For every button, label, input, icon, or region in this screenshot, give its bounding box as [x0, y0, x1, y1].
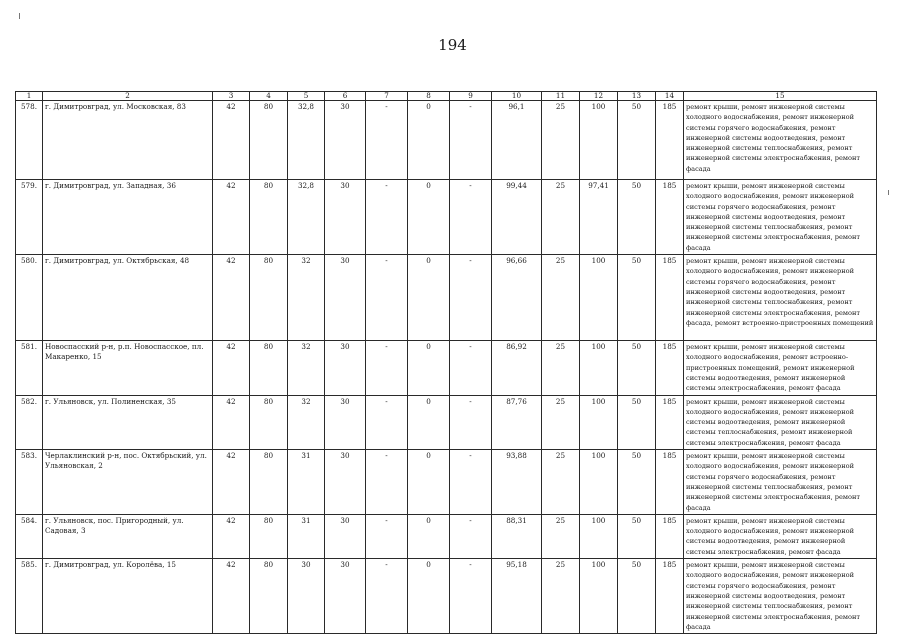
value-cell: 99,44	[492, 180, 542, 255]
value-cell: 0	[408, 450, 450, 515]
value-cell: 25	[542, 341, 580, 395]
value-cell: 0	[408, 514, 450, 558]
value-cell: 185	[656, 514, 684, 558]
value-cell: 30	[325, 341, 366, 395]
value-cell: 30	[325, 395, 366, 449]
table-row	[16, 341, 877, 395]
address-cell: г. Димитровград, ул. Западная, 36	[43, 180, 213, 255]
value-cell: 30	[325, 255, 366, 341]
repair-works-cell: ремонт крыши, ремонт инженерной системы холодного водоснабжения, ремонт инженерной системы горячего водоснабжения, ремонт инженерной системы теплоснабжения, ремонт инженерной системы электроснабжения, ремонт фасада	[684, 450, 877, 515]
row-number: 585.	[16, 559, 43, 634]
value-cell: 42	[213, 514, 250, 558]
column-number: 3	[213, 92, 250, 101]
value-cell: 42	[213, 450, 250, 515]
value-cell: 30	[325, 559, 366, 634]
repair-works-cell: ремонт крыши, ремонт инженерной системы холодного водоснабжения, ремонт инженерной системы горячего водоснабжения, ремонт инженерной системы водоотведения, ремонт инженерной системы теплоснабжения, ремонт инженерной системы электроснабжения, ремонт фасада	[684, 180, 877, 255]
value-cell: 0	[408, 180, 450, 255]
column-number: 6	[325, 92, 366, 101]
value-cell: 80	[250, 395, 288, 449]
column-number: 1	[16, 92, 43, 101]
row-number: 580.	[16, 255, 43, 341]
value-cell: 50	[618, 341, 656, 395]
table-row	[16, 559, 877, 634]
value-cell: 25	[542, 559, 580, 634]
value-cell: 185	[656, 341, 684, 395]
value-cell: 0	[408, 559, 450, 634]
value-cell: -	[450, 395, 492, 449]
value-cell: 80	[250, 559, 288, 634]
value-cell: -	[450, 559, 492, 634]
table-row	[16, 450, 877, 515]
value-cell: 185	[656, 180, 684, 255]
value-cell: 25	[542, 180, 580, 255]
value-cell: 97,41	[580, 180, 618, 255]
value-cell: 31	[288, 450, 325, 515]
value-cell: 32,8	[288, 101, 325, 180]
value-cell: -	[366, 180, 408, 255]
value-cell: 32	[288, 255, 325, 341]
value-cell: 30	[325, 450, 366, 515]
address-cell: г. Димитровград, ул. Октябрьская, 48	[43, 255, 213, 341]
value-cell: 31	[288, 514, 325, 558]
repair-works-cell: ремонт крыши, ремонт инженерной системы холодного водоснабжения, ремонт инженерной системы горячего водоснабжения, ремонт инженерной системы водоотведения, ремонт инженерной системы теплоснабжения, ремонт инженерной системы электроснабжения, ремонт фасада	[684, 559, 877, 634]
value-cell: 50	[618, 450, 656, 515]
value-cell: 25	[542, 255, 580, 341]
column-number: 7	[366, 92, 408, 101]
table-row	[16, 255, 877, 341]
column-number-row	[16, 92, 877, 101]
value-cell: 42	[213, 101, 250, 180]
value-cell: 100	[580, 341, 618, 395]
value-cell: 42	[213, 180, 250, 255]
column-number: 14	[656, 92, 684, 101]
value-cell: 50	[618, 101, 656, 180]
value-cell: 32,8	[288, 180, 325, 255]
repair-works-cell: ремонт крыши, ремонт инженерной системы холодного водоснабжения, ремонт инженерной системы водоотведения, ремонт инженерной системы электроснабжения, ремонт фасада	[684, 514, 877, 558]
value-cell: 86,92	[492, 341, 542, 395]
value-cell: -	[366, 514, 408, 558]
value-cell: -	[366, 341, 408, 395]
page-number: 194	[438, 36, 467, 54]
value-cell: 0	[408, 101, 450, 180]
value-cell: 87,76	[492, 395, 542, 449]
value-cell: 185	[656, 395, 684, 449]
row-number: 582.	[16, 395, 43, 449]
column-number: 2	[43, 92, 213, 101]
column-number: 8	[408, 92, 450, 101]
scan-mark	[888, 190, 889, 195]
value-cell: 80	[250, 514, 288, 558]
value-cell: -	[366, 255, 408, 341]
value-cell: 100	[580, 450, 618, 515]
value-cell: 185	[656, 559, 684, 634]
address-cell: Новоспасский р-н, р.п. Новоспасское, пл. Макаренко, 15	[43, 341, 213, 395]
value-cell: 32	[288, 341, 325, 395]
row-number: 583.	[16, 450, 43, 515]
value-cell: 96,1	[492, 101, 542, 180]
value-cell: -	[450, 514, 492, 558]
value-cell: 80	[250, 180, 288, 255]
value-cell: -	[366, 559, 408, 634]
address-cell: г. Димитровград, ул. Королёва, 15	[43, 559, 213, 634]
value-cell: -	[450, 180, 492, 255]
value-cell: 50	[618, 395, 656, 449]
value-cell: 80	[250, 450, 288, 515]
row-number: 578.	[16, 101, 43, 180]
address-cell: Черлаклинский р-н, пос. Октябрьский, ул. Ульяновская, 2	[43, 450, 213, 515]
value-cell: 42	[213, 341, 250, 395]
value-cell: 25	[542, 395, 580, 449]
value-cell: 30	[325, 101, 366, 180]
value-cell: 32	[288, 395, 325, 449]
column-number: 10	[492, 92, 542, 101]
column-number: 11	[542, 92, 580, 101]
value-cell: -	[366, 395, 408, 449]
repair-works-cell: ремонт крыши, ремонт инженерной системы холодного водоснабжения, ремонт инженерной системы водоотведения, ремонт инженерной системы теплоснабжения, ремонт инженерной системы электроснабжения, ремонт фасада	[684, 395, 877, 449]
table-row	[16, 101, 877, 180]
column-number: 15	[684, 92, 877, 101]
value-cell: 88,31	[492, 514, 542, 558]
value-cell: 95,18	[492, 559, 542, 634]
column-number: 12	[580, 92, 618, 101]
value-cell: 0	[408, 395, 450, 449]
repair-register-table	[15, 91, 877, 634]
value-cell: -	[450, 341, 492, 395]
value-cell: 80	[250, 341, 288, 395]
value-cell: 93,88	[492, 450, 542, 515]
table-row	[16, 395, 877, 449]
column-number: 5	[288, 92, 325, 101]
repair-works-cell: ремонт крыши, ремонт инженерной системы холодного водоснабжения, ремонт встроенно-пристроенных помещений, ремонт инженерной системы водоотведения, ремонт инженерной системы электроснабжения, ремонт фасада	[684, 341, 877, 395]
value-cell: -	[366, 450, 408, 515]
scan-mark	[19, 13, 20, 19]
value-cell: 100	[580, 514, 618, 558]
value-cell: 50	[618, 559, 656, 634]
value-cell: 50	[618, 255, 656, 341]
column-number: 9	[450, 92, 492, 101]
value-cell: 100	[580, 559, 618, 634]
value-cell: -	[366, 101, 408, 180]
repair-works-cell: ремонт крыши, ремонт инженерной системы холодного водоснабжения, ремонт инженерной системы горячего водоснабжения, ремонт инженерной системы водоотведения, ремонт инженерной системы теплоснабжения, ремонт инженерной системы электроснабжения, ремонт фасада, ремонт встроенно-пристроенных помещений	[684, 255, 877, 341]
value-cell: 30	[325, 514, 366, 558]
value-cell: 30	[288, 559, 325, 634]
value-cell: 25	[542, 450, 580, 515]
value-cell: 96,66	[492, 255, 542, 341]
row-number: 579.	[16, 180, 43, 255]
repair-works-cell: ремонт крыши, ремонт инженерной системы холодного водоснабжения, ремонт инженерной системы горячего водоснабжения, ремонт инженерной системы водоотведения, ремонт инженерной системы теплоснабжения, ремонт инженерной системы электроснабжения, ремонт фасада	[684, 101, 877, 180]
address-cell: г. Ульяновск, ул. Полиненская, 35	[43, 395, 213, 449]
address-cell: г. Димитровград, ул. Московская, 83	[43, 101, 213, 180]
value-cell: 42	[213, 559, 250, 634]
value-cell: 30	[325, 180, 366, 255]
value-cell: 100	[580, 255, 618, 341]
value-cell: -	[450, 101, 492, 180]
value-cell: -	[450, 450, 492, 515]
column-number: 4	[250, 92, 288, 101]
row-number: 581.	[16, 341, 43, 395]
address-cell: г. Ульяновск, пос. Пригородный, ул. Садовая, 3	[43, 514, 213, 558]
value-cell: 50	[618, 514, 656, 558]
value-cell: 0	[408, 341, 450, 395]
value-cell: 80	[250, 101, 288, 180]
table-row	[16, 514, 877, 558]
value-cell: 0	[408, 255, 450, 341]
value-cell: 185	[656, 450, 684, 515]
column-number: 13	[618, 92, 656, 101]
value-cell: 80	[250, 255, 288, 341]
value-cell: 42	[213, 255, 250, 341]
value-cell: 100	[580, 395, 618, 449]
value-cell: 50	[618, 180, 656, 255]
row-number: 584.	[16, 514, 43, 558]
value-cell: 42	[213, 395, 250, 449]
value-cell: 25	[542, 514, 580, 558]
value-cell: 100	[580, 101, 618, 180]
value-cell: 185	[656, 255, 684, 341]
value-cell: 25	[542, 101, 580, 180]
value-cell: -	[450, 255, 492, 341]
table-row	[16, 180, 877, 255]
value-cell: 185	[656, 101, 684, 180]
